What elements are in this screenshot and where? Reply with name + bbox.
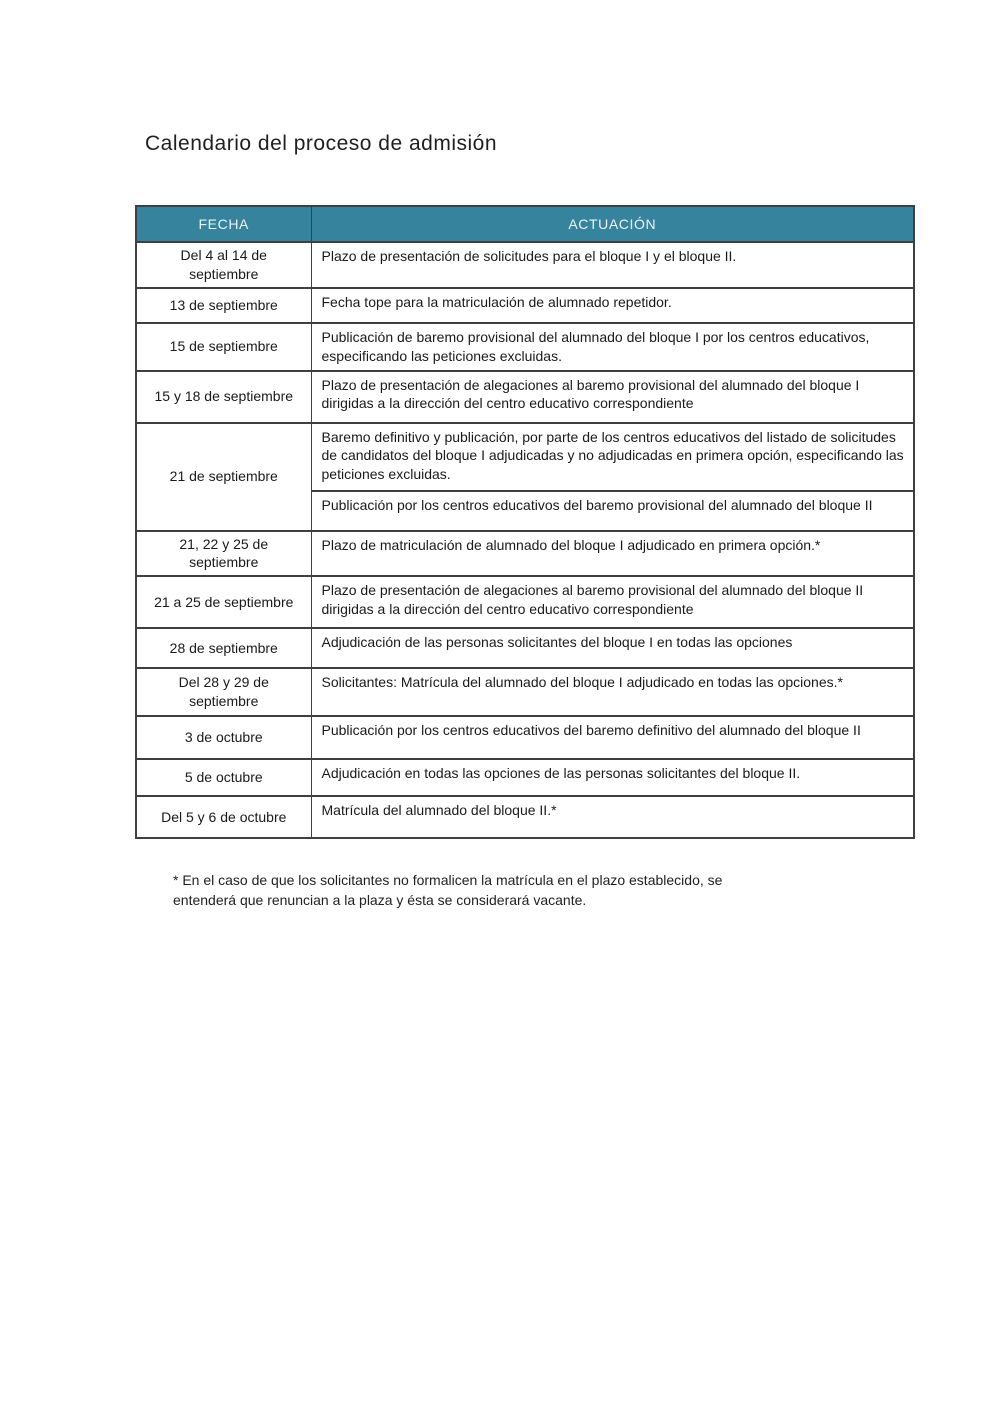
date-cell: 5 de octubre xyxy=(136,759,311,796)
action-cell: Fecha tope para la matriculación de alumnado repetidor. xyxy=(311,288,914,323)
column-header-fecha: FECHA xyxy=(136,206,311,242)
date-cell: Del 28 y 29 de septiembre xyxy=(136,668,311,716)
action-cell: Publicación de baremo provisional del alumnado del bloque I por los centros educativos, especificando las peticiones excluidas. xyxy=(311,323,914,371)
footnote-line: * En el caso de que los solicitantes no formalicen la matrícula en el plazo establecido, se xyxy=(173,872,723,888)
action-cell: Baremo definitivo y publicación, por parte de los centros educativos del listado de solicitudes de candidatos del bloque I adjudicadas y no adjudicadas en primera opción, especificando las peticiones excluidas. xyxy=(311,423,914,491)
table-row xyxy=(136,716,914,759)
table-row xyxy=(136,242,914,288)
table-row xyxy=(136,323,914,371)
page-title: Calendario del proceso de admisión xyxy=(145,132,498,156)
footnote xyxy=(173,870,863,911)
date-cell: 3 de octubre xyxy=(136,716,311,759)
table-row xyxy=(136,371,914,423)
date-cell: 28 de septiembre xyxy=(136,628,311,668)
admission-calendar-table xyxy=(135,205,915,839)
table-row xyxy=(136,796,914,838)
action-cell: Plazo de matriculación de alumnado del bloque I adjudicado en primera opción.* xyxy=(311,531,914,577)
date-cell: Del 4 al 14 de septiembre xyxy=(136,242,311,288)
table-row xyxy=(136,759,914,796)
action-cell: Adjudicación en todas las opciones de las personas solicitantes del bloque II. xyxy=(311,759,914,796)
action-cell: Plazo de presentación de alegaciones al baremo provisional del alumnado del bloque I dirigidas a la dirección del centro educativo correspondiente xyxy=(311,371,914,423)
table-row xyxy=(136,628,914,668)
action-cell: Plazo de presentación de alegaciones al baremo provisional del alumnado del bloque II dirigidas a la dirección del centro educativo correspondiente xyxy=(311,576,914,628)
date-cell: 21, 22 y 25 de septiembre xyxy=(136,531,311,577)
date-cell: Del 5 y 6 de octubre xyxy=(136,796,311,838)
action-cell: Solicitantes: Matrícula del alumnado del bloque I adjudicado en todas las opciones.* xyxy=(311,668,914,716)
table-row xyxy=(136,668,914,716)
table-row xyxy=(136,288,914,323)
table-row xyxy=(136,423,914,491)
date-cell: 21 a 25 de septiembre xyxy=(136,576,311,628)
date-cell: 15 y 18 de septiembre xyxy=(136,371,311,423)
footnote-line: entenderá que renuncian a la plaza y ésta se considerará vacante. xyxy=(173,892,587,909)
table-row xyxy=(136,576,914,628)
date-cell: 15 de septiembre xyxy=(136,323,311,371)
action-cell: Plazo de presentación de solicitudes para el bloque I y el bloque II. xyxy=(311,242,914,288)
date-cell: 13 de septiembre xyxy=(136,288,311,323)
action-cell: Publicación por los centros educativos del baremo provisional del alumnado del bloque II xyxy=(311,491,914,531)
action-cell: Matrícula del alumnado del bloque II.* xyxy=(311,796,914,838)
action-cell: Publicación por los centros educativos del baremo definitivo del alumnado del bloque II xyxy=(311,716,914,759)
table-header-row xyxy=(136,206,914,242)
column-header-actuacion: ACTUACIÓN xyxy=(311,206,914,242)
action-cell: Adjudicación de las personas solicitantes del bloque I en todas las opciones xyxy=(311,628,914,668)
date-cell: 21 de septiembre xyxy=(136,423,311,531)
table-row xyxy=(136,531,914,577)
